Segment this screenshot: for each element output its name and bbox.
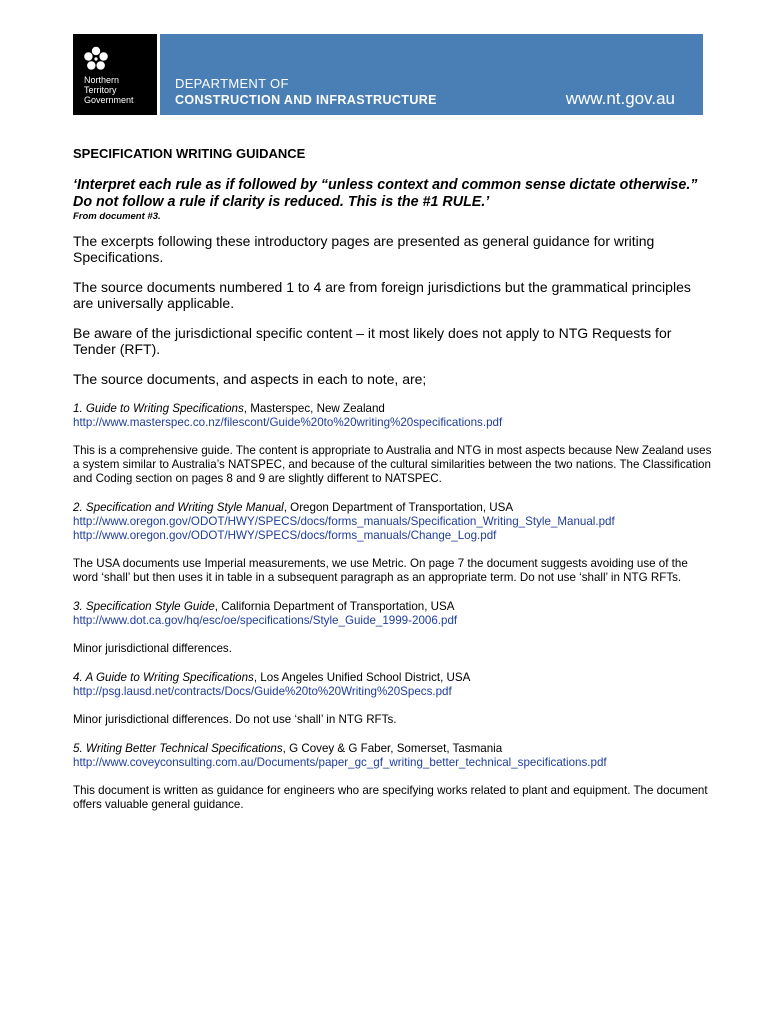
- reference-item: [73, 742, 713, 770]
- reference-title: 5. Writing Better Technical Specifications: [73, 742, 283, 755]
- reference-link[interactable]: http://www.oregon.gov/ODOT/HWY/SPECS/docs/forms_manuals/Specification_Writing_Style_Manual.pdf: [73, 515, 615, 528]
- rule-quote: ‘Interpret each rule as if followed by “unless context and common sense dictate otherwise.” Do not follow a rule if clarity is reduced. This is the #1 RULE.’: [73, 177, 698, 210]
- reference-item: [73, 600, 713, 628]
- reference-link[interactable]: http://www.dot.ca.gov/hq/esc/oe/specifications/Style_Guide_1999-2006.pdf: [73, 614, 458, 627]
- logo-line: Government: [84, 95, 134, 105]
- department-name: CONSTRUCTION AND INFRASTRUCTURE: [175, 93, 437, 107]
- reference-heading: [73, 402, 713, 416]
- document-body: [73, 146, 713, 812]
- page-header: [73, 34, 703, 115]
- intro-paragraph: Be aware of the jurisdictional specific content – it most likely does not apply to NTG Requests for Tender (RFT).: [73, 325, 672, 357]
- reference-publisher: , Masterspec, New Zealand: [243, 402, 385, 415]
- website-url[interactable]: www.nt.gov.au: [565, 89, 675, 108]
- reference-link[interactable]: http://www.masterspec.co.nz/filescont/Guide%20to%20writing%20specifications.pdf: [73, 416, 503, 429]
- reference-note: This document is written as guidance for engineers who are specifying works related to plant and equipment. The document offers valuable general guidance.: [73, 784, 708, 811]
- logo-line: Northern: [84, 75, 120, 85]
- reference-link[interactable]: http://psg.lausd.net/contracts/Docs/Guide%20to%20Writing%20Specs.pdf: [73, 685, 452, 698]
- logo-line: Territory: [84, 85, 117, 95]
- reference-note: Minor jurisdictional differences. Do not use ‘shall’ in NTG RFTs.: [73, 713, 397, 726]
- intro-paragraph: The source documents, and aspects in each to note, are;: [73, 371, 427, 387]
- document-title: SPECIFICATION WRITING GUIDANCE: [73, 146, 306, 161]
- reference-heading: [73, 671, 713, 685]
- intro-paragraph: The source documents numbered 1 to 4 are from foreign jurisdictions but the grammatical principles are universally applicable.: [73, 279, 691, 311]
- reference-link[interactable]: http://www.coveyconsulting.com.au/Documents/paper_gc_gf_writing_better_technical_specifications.pdf: [73, 756, 607, 769]
- reference-heading: [73, 742, 713, 756]
- reference-title: 4. A Guide to Writing Specifications: [73, 671, 254, 684]
- nt-government-logo: [73, 34, 157, 115]
- reference-note: Minor jurisdictional differences.: [73, 642, 232, 655]
- reference-heading: [73, 600, 713, 614]
- intro-paragraph: The excerpts following these introductory pages are presented as general guidance for writing Specifications.: [73, 233, 655, 265]
- quote-source: From document #3.: [73, 211, 161, 222]
- reference-publisher: , Los Angeles Unified School District, USA: [253, 671, 471, 684]
- reference-publisher: , California Department of Transportation, USA: [214, 600, 455, 613]
- reference-note: The USA documents use Imperial measurements, we use Metric. On page 7 the document suggests avoiding use of the word ‘shall’ but then uses it in table in a subsequent paragraph as an appropriate term. Do not use ‘shall’ in NTG RFTs.: [73, 557, 688, 584]
- logo-text: [84, 75, 156, 105]
- reference-item: [73, 402, 713, 430]
- reference-link[interactable]: http://www.oregon.gov/ODOT/HWY/SPECS/docs/forms_manuals/Change_Log.pdf: [73, 529, 497, 542]
- flower-emblem-icon: [83, 46, 109, 72]
- reference-publisher: , Oregon Department of Transportation, USA: [283, 501, 514, 514]
- reference-title: 2. Specification and Writing Style Manual: [73, 501, 284, 514]
- reference-publisher: , G Covey & G Faber, Somerset, Tasmania: [282, 742, 503, 755]
- reference-title: 3. Specification Style Guide: [73, 600, 215, 613]
- reference-item: [73, 671, 713, 699]
- department-banner: [160, 34, 703, 115]
- reference-note: This is a comprehensive guide. The content is appropriate to Australia and NTG in most aspects because New Zealand uses a system similar to Australia’s NATSPEC, and because of the cultural similarities between the two nations. The Classification and Coding section on pages 8 and 9 are slightly different to NATSPEC.: [73, 444, 712, 485]
- reference-heading: [73, 501, 713, 515]
- department-label: DEPARTMENT OF: [175, 76, 289, 91]
- reference-item: [73, 501, 713, 543]
- reference-title: 1. Guide to Writing Specifications: [73, 402, 244, 415]
